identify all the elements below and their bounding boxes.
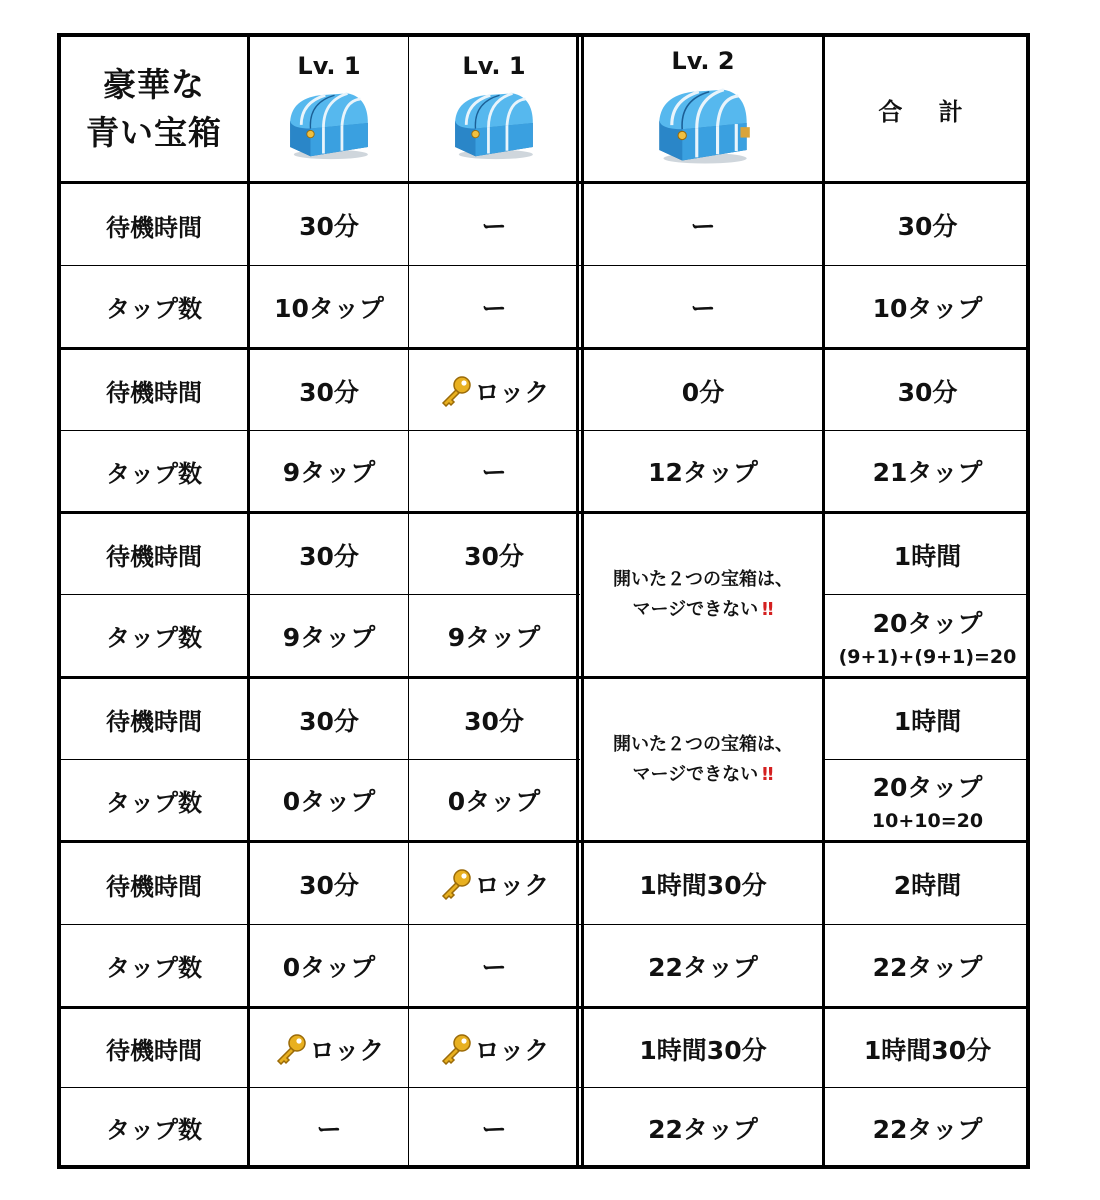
level-label: Lv. 2 xyxy=(671,47,735,75)
lv1-a-value xyxy=(250,760,408,840)
cell-value: ー xyxy=(690,293,716,323)
lock-label: ロック xyxy=(474,871,550,900)
cell-value: 1時間30分 xyxy=(639,871,767,900)
header-col-2 xyxy=(412,37,576,181)
title-line-2: 青い宝箱 xyxy=(86,113,222,152)
cell-value: 21タップ xyxy=(872,458,983,487)
level-label: Lv. 1 xyxy=(297,52,361,80)
cell-value: 10タップ xyxy=(274,293,384,323)
cell-value: 22タップ xyxy=(648,952,758,982)
grid-line xyxy=(825,594,1030,595)
total-value xyxy=(825,595,1030,676)
blue-chest-lv2-image xyxy=(651,81,755,171)
cell-value: タップ数 xyxy=(106,624,202,652)
lv2-value xyxy=(584,925,822,1006)
lv2-value xyxy=(584,843,822,925)
lv1-a-value xyxy=(250,1009,408,1088)
chest-lv1-icon xyxy=(282,86,376,160)
lv1-b-value xyxy=(412,514,576,595)
row-label xyxy=(61,431,247,511)
lv2-value xyxy=(584,184,822,266)
lv1-b-value xyxy=(412,843,576,925)
lv1-a-value xyxy=(250,266,408,347)
cell-value: タップ数 xyxy=(106,1116,202,1144)
key-icon xyxy=(274,1033,308,1065)
row-label xyxy=(61,1088,247,1167)
total-value xyxy=(825,925,1030,1006)
locked-value xyxy=(439,1031,550,1067)
cell-value: 30分 xyxy=(464,706,524,736)
grid-line xyxy=(408,37,409,1169)
cell-value: 9タップ xyxy=(282,622,376,652)
grid-line xyxy=(61,759,580,760)
lv1-b-value xyxy=(412,184,576,266)
total-value xyxy=(825,679,1030,760)
note-text: マージできない xyxy=(632,599,759,620)
cell-value: ー xyxy=(481,952,507,982)
grid-line xyxy=(61,924,1030,925)
cell-value: 30分 xyxy=(897,377,958,407)
cell-value: 30分 xyxy=(299,706,359,736)
cell-value: 10タップ xyxy=(872,293,983,323)
grid-line xyxy=(581,37,584,1169)
cell-value: 20タップ xyxy=(872,608,983,638)
cell-value: タップ数 xyxy=(106,459,202,488)
lv2-value xyxy=(584,1088,822,1167)
lock-label: ロック xyxy=(309,1035,385,1065)
header-total xyxy=(825,37,1030,181)
level-label: Lv. 1 xyxy=(462,52,526,80)
total-value xyxy=(825,514,1030,595)
chest-comparison-table xyxy=(57,33,1030,1169)
cell-value: 22タップ xyxy=(648,1114,758,1144)
cell-value: 9タップ xyxy=(447,622,541,652)
grid-line xyxy=(822,37,825,1169)
note-line-2 xyxy=(633,595,774,625)
cell-value: 待機時間 xyxy=(106,872,202,901)
total-value xyxy=(825,843,1030,925)
cell-value: 0タップ xyxy=(282,787,376,816)
grid-line xyxy=(61,430,1030,431)
merge-note xyxy=(584,514,822,676)
lv1-b-value xyxy=(412,595,576,676)
lv1-a-value xyxy=(250,350,408,431)
header-col-1 xyxy=(250,37,408,181)
title-line-1: 豪華な xyxy=(103,65,205,104)
cell-value: 30分 xyxy=(464,541,524,571)
row-label xyxy=(61,514,247,595)
row-label xyxy=(61,679,247,760)
cell-value: 30分 xyxy=(299,377,359,407)
locked-value xyxy=(274,1031,385,1067)
lv1-b-value xyxy=(412,266,576,347)
row-label xyxy=(61,1009,247,1088)
locked-value xyxy=(439,866,550,902)
lock-label: ロック xyxy=(474,1035,550,1065)
lv2-value xyxy=(584,1009,822,1088)
lv1-a-value xyxy=(250,843,408,925)
lv1-b-value xyxy=(412,1009,576,1088)
cell-value: ー xyxy=(481,212,507,241)
note-line-1: 開いた２つの宝箱は、 xyxy=(613,569,793,590)
cell-value: タップ数 xyxy=(106,295,202,323)
header-col-3 xyxy=(584,37,822,181)
cell-value: 22タップ xyxy=(872,1114,983,1144)
cell-value: ー xyxy=(690,212,716,241)
cell-value: 1時間30分 xyxy=(639,1035,767,1065)
key-icon xyxy=(439,375,473,407)
cell-value: 待機時間 xyxy=(106,708,202,736)
cell-value: 0タップ xyxy=(282,952,376,982)
cell-value: 30分 xyxy=(299,871,359,900)
cell-value: 1時間 xyxy=(893,706,962,736)
note-text: マージできない xyxy=(632,763,759,785)
lv1-a-value xyxy=(250,514,408,595)
grid-line xyxy=(61,594,580,595)
lock-label: ロック xyxy=(474,377,550,407)
merge-note xyxy=(584,679,822,840)
total-value xyxy=(825,266,1030,347)
cell-value: 30分 xyxy=(897,212,958,241)
lv1-b-value xyxy=(412,679,576,760)
lv1-b-value xyxy=(412,431,576,511)
total-formula: 10+10=20 xyxy=(871,810,984,832)
cell-value: 22タップ xyxy=(872,952,983,982)
cell-value: ー xyxy=(481,1114,507,1144)
chest-lv2-icon xyxy=(651,81,755,165)
lv1-a-value xyxy=(250,1088,408,1167)
cell-value: 待機時間 xyxy=(106,543,202,571)
cell-value: 30分 xyxy=(299,541,359,571)
double-exclamation-icon: ‼ xyxy=(762,763,774,785)
row-label xyxy=(61,595,247,676)
cell-value: ー xyxy=(481,293,507,323)
total-value xyxy=(825,1088,1030,1167)
blue-chest-lv1-image xyxy=(282,86,376,166)
lv1-b-value xyxy=(412,1088,576,1167)
total-label: 合 計 xyxy=(878,97,977,126)
note-line-1: 開いた２つの宝箱は、 xyxy=(613,733,793,755)
lv1-a-value xyxy=(250,679,408,760)
lv1-b-value xyxy=(412,350,576,431)
lv2-value xyxy=(584,266,822,347)
cell-value: 1時間 xyxy=(893,541,962,571)
row-label xyxy=(61,843,247,925)
cell-value: 待機時間 xyxy=(106,1037,202,1065)
cell-value: ー xyxy=(316,1114,342,1144)
grid-line xyxy=(247,37,250,1169)
cell-value: 30分 xyxy=(299,212,359,241)
total-value xyxy=(825,1009,1030,1088)
lv1-b-value xyxy=(412,760,576,840)
row-label xyxy=(61,266,247,347)
lv2-value xyxy=(584,350,822,431)
cell-value: 20タップ xyxy=(872,773,983,802)
row-label xyxy=(61,925,247,1006)
cell-value: 0タップ xyxy=(447,787,541,816)
lv1-b-value xyxy=(412,925,576,1006)
lv1-a-value xyxy=(250,595,408,676)
lv1-a-value xyxy=(250,184,408,266)
note-line-2 xyxy=(633,760,774,790)
lv1-a-value xyxy=(250,431,408,511)
total-formula: (9+1)+(9+1)=20 xyxy=(838,645,1017,668)
cell-value: タップ数 xyxy=(106,788,202,817)
cell-value: 1時間30分 xyxy=(863,1035,992,1065)
key-icon xyxy=(439,868,473,900)
total-value xyxy=(825,431,1030,511)
double-exclamation-icon: ‼ xyxy=(762,599,774,620)
cell-value: 待機時間 xyxy=(106,379,202,407)
table-title xyxy=(61,37,247,181)
key-icon xyxy=(439,1033,473,1065)
cell-value: タップ数 xyxy=(106,954,202,982)
lv2-value xyxy=(584,431,822,511)
blue-chest-lv1-image xyxy=(447,86,541,166)
grid-line xyxy=(576,37,579,1169)
cell-value: 2時間 xyxy=(893,871,962,900)
row-label xyxy=(61,760,247,840)
total-value xyxy=(825,350,1030,431)
cell-value: 9タップ xyxy=(282,458,376,487)
cell-value: ー xyxy=(481,458,507,487)
grid-line xyxy=(825,759,1030,760)
grid-line xyxy=(61,1087,1030,1088)
total-value xyxy=(825,184,1030,266)
grid-line xyxy=(61,265,1030,266)
lv1-a-value xyxy=(250,925,408,1006)
cell-value: 12タップ xyxy=(648,458,758,487)
total-value xyxy=(825,760,1030,840)
cell-value: 待機時間 xyxy=(106,213,202,242)
row-label xyxy=(61,184,247,266)
chest-lv1-icon xyxy=(447,86,541,160)
row-label xyxy=(61,350,247,431)
cell-value: 0分 xyxy=(681,377,725,407)
locked-value xyxy=(439,373,550,409)
